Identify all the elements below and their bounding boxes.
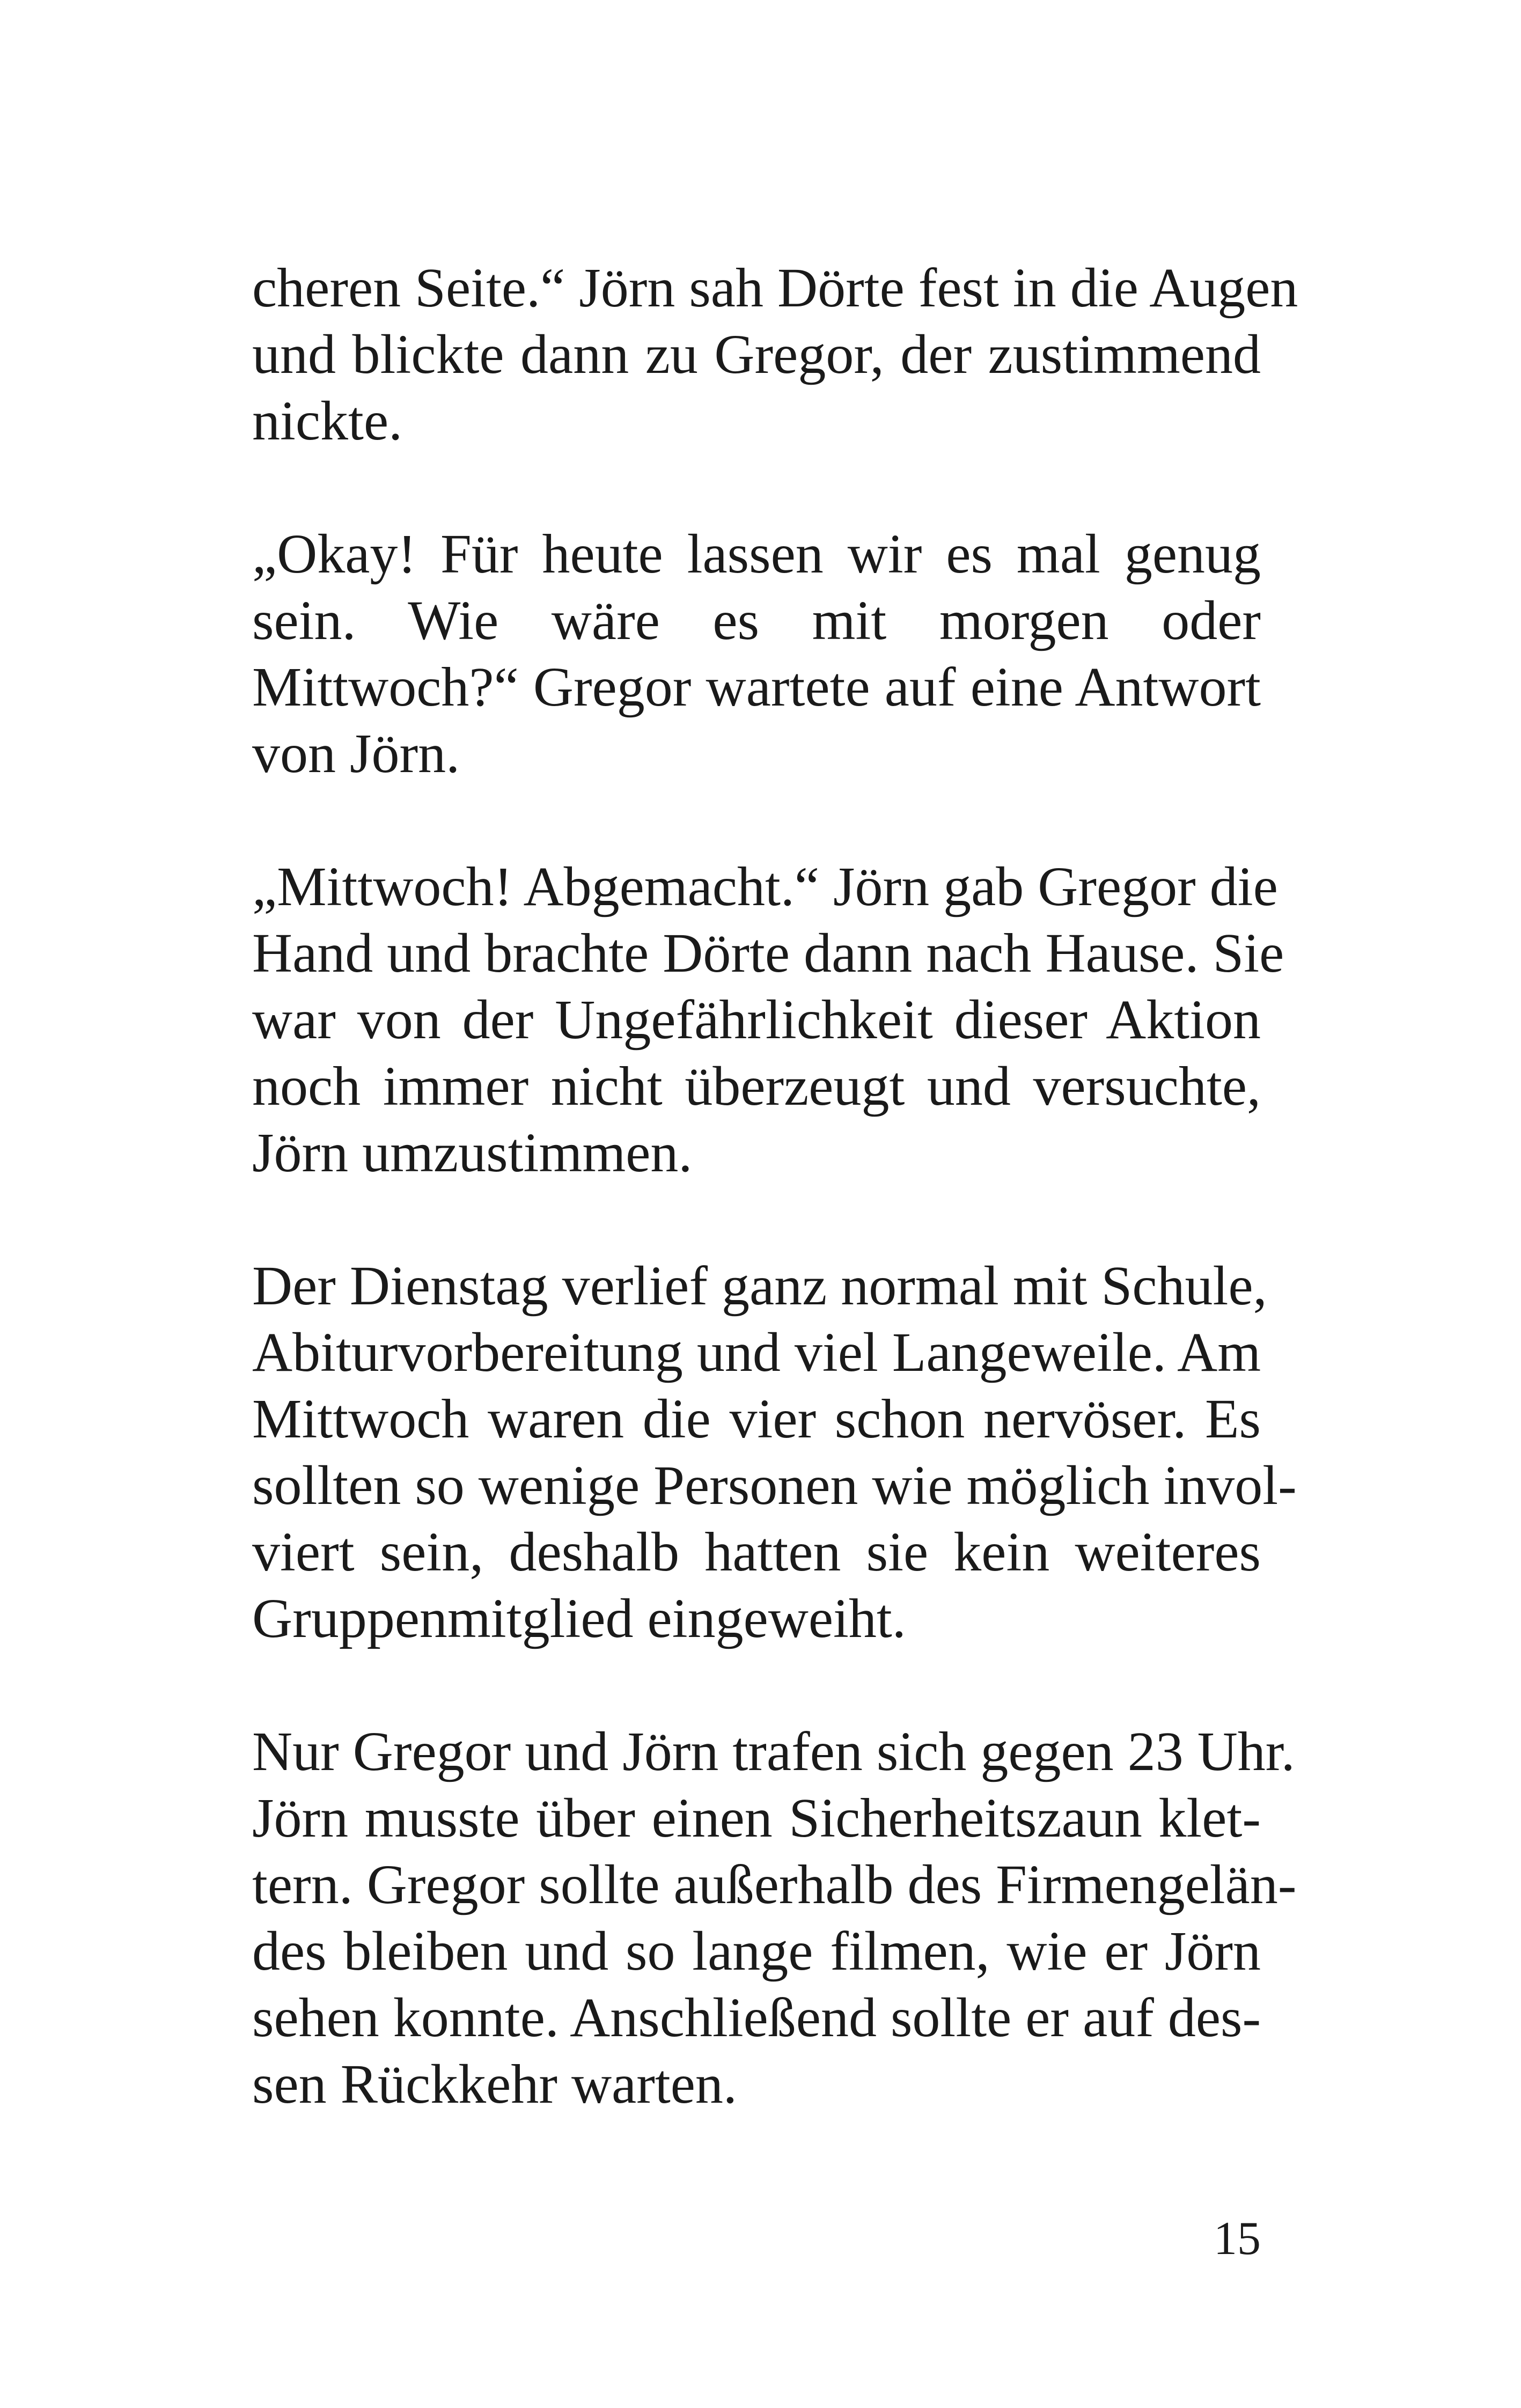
page-number: 15 bbox=[1214, 2213, 1261, 2265]
text-line: und blickte dann zu Gregor, der zustimmend bbox=[252, 324, 1261, 385]
text-line: cheren Seite.“ Jörn sah Dörte fest in die Augen bbox=[252, 257, 1298, 319]
text-line: sollten so wenige Personen wie möglich invol- bbox=[252, 1455, 1297, 1516]
text-line: viert sein, deshalb hatten sie kein weiteres bbox=[252, 1521, 1261, 1583]
text-line: noch immer nicht überzeugt und versuchte, bbox=[252, 1055, 1261, 1117]
text-line: sein. Wie wäre es mit morgen oder bbox=[252, 590, 1261, 651]
paragraph-1 bbox=[252, 255, 1298, 454]
paragraph-2 bbox=[252, 521, 1261, 787]
text-line: Hand und brachte Dörte dann nach Hause. Sie bbox=[252, 922, 1284, 984]
text-line: sen Rückkehr warten. bbox=[252, 2053, 737, 2115]
text-line: sehen konnte. Anschließend sollte er auf des- bbox=[252, 1987, 1261, 2049]
text-line: Mittwoch?“ Gregor wartete auf eine Antwort bbox=[252, 656, 1261, 718]
text-line: Mittwoch waren die vier schon nervöser. Es bbox=[252, 1388, 1261, 1450]
text-line: Der Dienstag verlief ganz normal mit Schule, bbox=[252, 1255, 1267, 1317]
text-line: Gruppenmitglied eingeweiht. bbox=[252, 1588, 906, 1649]
text-line: Nur Gregor und Jörn trafen sich gegen 23 Uhr. bbox=[252, 1721, 1295, 1782]
paragraph-5 bbox=[252, 1719, 1297, 2118]
text-line: Abiturvorbereitung und viel Langeweile. Am bbox=[252, 1322, 1261, 1383]
text-line: nickte. bbox=[252, 390, 403, 452]
text-line: tern. Gregor sollte außerhalb des Firmengelän- bbox=[252, 1854, 1297, 1915]
text-line: von Jörn. bbox=[252, 723, 460, 784]
text-line: „Okay! Für heute lassen wir es mal genug bbox=[252, 523, 1261, 585]
body-text bbox=[252, 255, 1298, 2118]
paragraph-3 bbox=[252, 854, 1284, 1186]
text-line: Jörn musste über einen Sicherheitszaun klet- bbox=[252, 1787, 1261, 1849]
text-line: des bleiben und so lange filmen, wie er Jörn bbox=[252, 1920, 1261, 1982]
paragraph-4 bbox=[252, 1253, 1297, 1652]
text-line: war von der Ungefährlichkeit dieser Aktion bbox=[252, 989, 1261, 1051]
text-line: Jörn umzustimmen. bbox=[252, 1122, 693, 1184]
text-line: „Mittwoch! Abgemacht.“ Jörn gab Gregor die bbox=[252, 856, 1278, 917]
